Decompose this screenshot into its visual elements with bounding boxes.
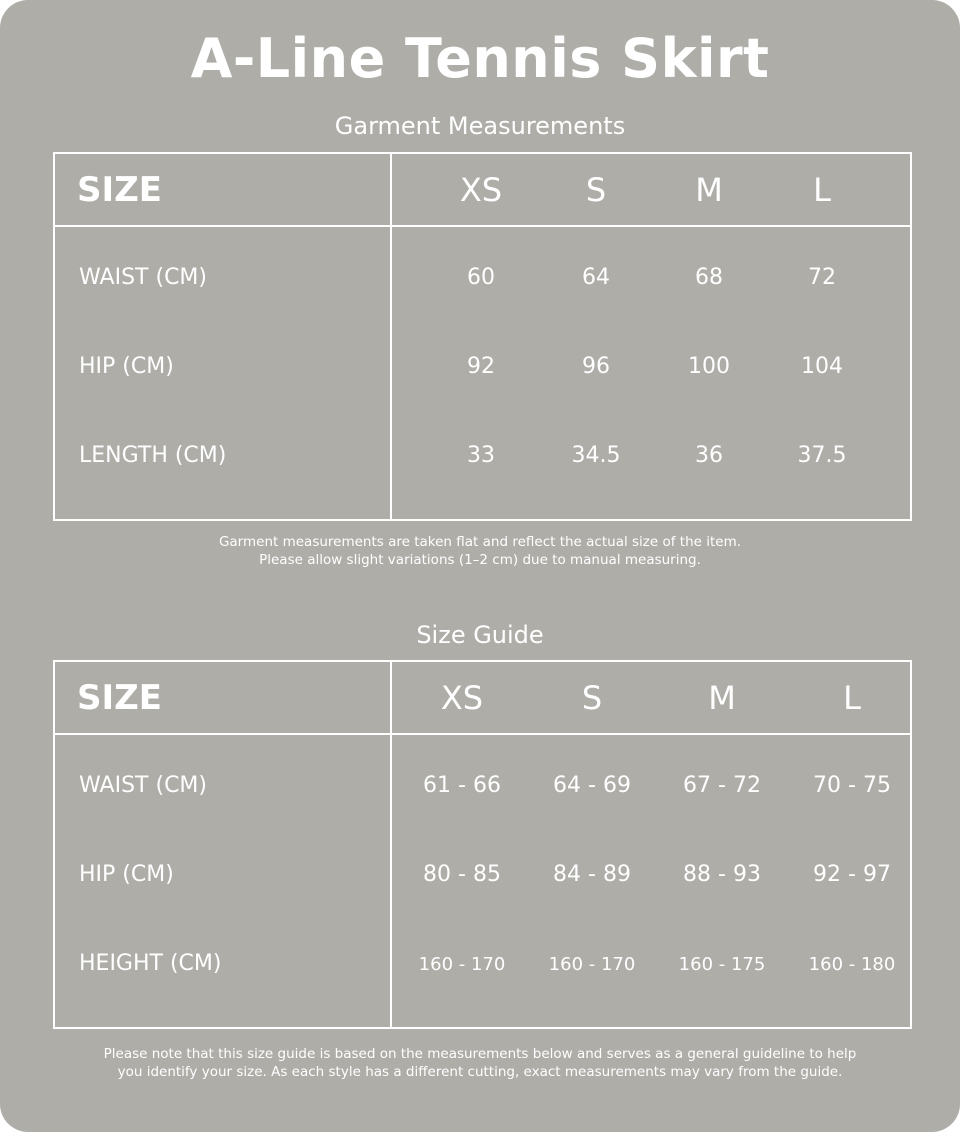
size-header-s: S (585, 171, 607, 209)
row-label-length: LENGTH (CM) (79, 443, 227, 468)
row-label-height: HEIGHT (CM) (79, 951, 222, 976)
table-cell: 100 (688, 354, 730, 379)
table-header-divider (55, 733, 910, 735)
size-header-m: M (708, 679, 736, 717)
table-cell: 36 (695, 443, 723, 468)
table-cell: 160 - 170 (548, 954, 636, 975)
table-cell: 33 (467, 443, 495, 468)
size-header-s: S (581, 679, 603, 717)
table-cell: 96 (582, 354, 610, 379)
size-header-m: M (695, 171, 723, 209)
size-header-xs: XS (459, 171, 503, 209)
table-cell: 84 - 89 (553, 862, 631, 887)
row-label-hip: HIP (CM) (79, 354, 174, 379)
table-cell: 60 (467, 265, 495, 290)
size-guide-note-line-2: you identify your size. As each style has a different cutting, exact measurements may vary from the guide. (117, 1064, 843, 1080)
table-cell: 92 - 97 (813, 862, 891, 887)
size-header-label: SIZE (77, 678, 163, 718)
table-cell: 160 - 170 (418, 954, 506, 975)
size-header-xs: XS (440, 679, 484, 717)
table-cell: 64 - 69 (553, 773, 631, 798)
size-guide-heading: Size Guide (416, 621, 544, 649)
table-cell: 88 - 93 (683, 862, 761, 887)
table-column-divider (390, 662, 392, 1027)
table-cell: 160 - 175 (678, 954, 766, 975)
table-column-divider (390, 154, 392, 519)
table-cell: 67 - 72 (683, 773, 761, 798)
garment-measurements-heading: Garment Measurements (334, 112, 626, 140)
garment-note-line-2: Please allow slight variations (1–2 cm) due to manual measuring. (259, 552, 701, 568)
table-cell: 70 - 75 (813, 773, 891, 798)
table-header-divider (55, 225, 910, 227)
table-cell: 92 (467, 354, 495, 379)
size-guide-table (53, 660, 912, 1029)
table-cell: 64 (582, 265, 610, 290)
table-cell: 68 (695, 265, 723, 290)
size-guide-note-line-1: Please note that this size guide is based on the measurements below and serves as a general guideline to help (103, 1046, 857, 1062)
size-header-l: L (843, 679, 861, 717)
garment-note-line-1: Garment measurements are taken flat and reflect the actual size of the item. (218, 534, 742, 550)
row-label-waist: WAIST (CM) (79, 773, 207, 798)
size-header-label: SIZE (77, 170, 163, 210)
table-cell: 37.5 (797, 443, 847, 468)
table-cell: 160 - 180 (808, 954, 896, 975)
table-cell: 104 (801, 354, 843, 379)
table-cell: 61 - 66 (423, 773, 501, 798)
table-cell: 34.5 (571, 443, 621, 468)
page-title: A-Line Tennis Skirt (190, 27, 770, 90)
garment-measurements-table (53, 152, 912, 521)
row-label-hip: HIP (CM) (79, 862, 174, 887)
table-cell: 80 - 85 (423, 862, 501, 887)
size-header-l: L (813, 171, 831, 209)
row-label-waist: WAIST (CM) (79, 265, 207, 290)
table-cell: 72 (808, 265, 836, 290)
